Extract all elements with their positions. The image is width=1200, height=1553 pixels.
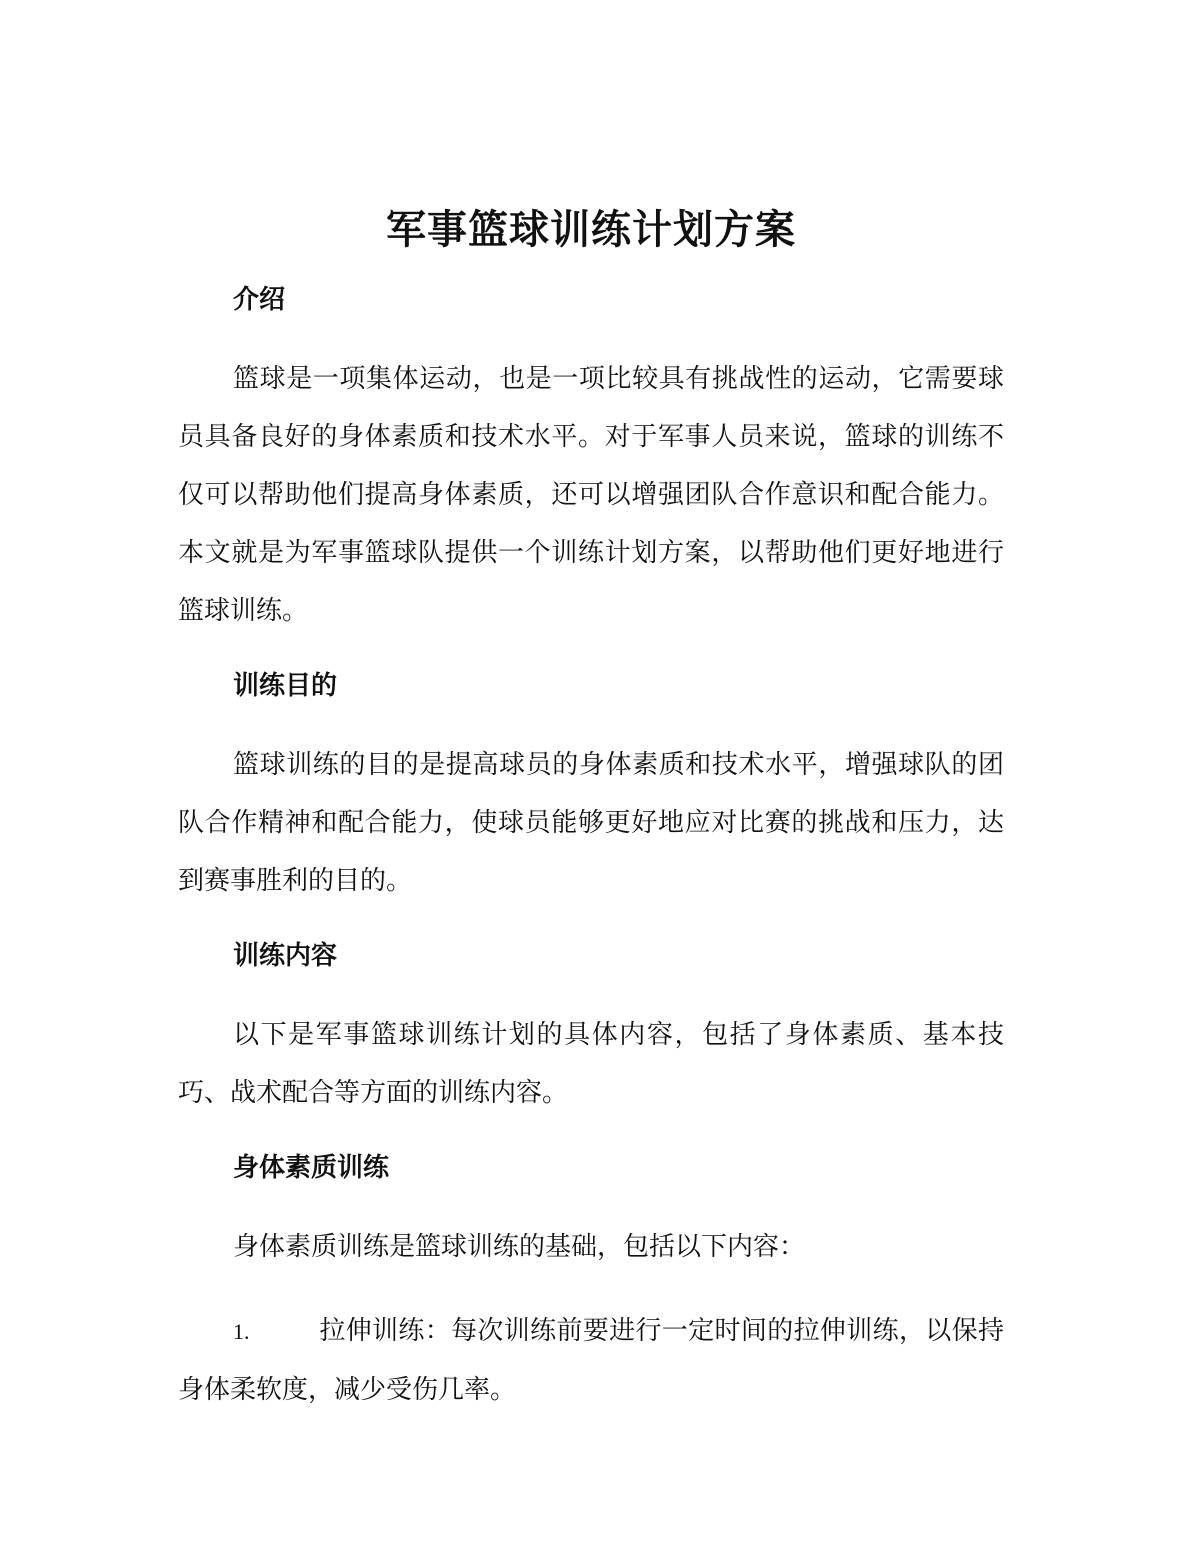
list-item-text: 拉伸训练：每次训练前要进行一定时间的拉伸训练，以保持身体柔软度，减少受伤几率。 — [178, 1316, 1004, 1405]
document-title: 军事篮球训练计划方案 — [386, 207, 796, 253]
content-heading: 训练内容 — [233, 941, 338, 971]
list-item — [178, 1302, 1004, 1419]
physical-paragraph: 身体素质训练是篮球训练的基础，包括以下内容： — [233, 1232, 806, 1262]
intro-paragraph: 篮球是一项集体运动，也是一项比较具有挑战性的运动，它需要球员具备良好的身体素质和技术水平。对于军事人员来说，篮球的训练不仅可以帮助他们提高身体素质，还可以增强团队合作意识和配合能力。本文就是为军事篮球队提供一个训练计划方案，以帮助他们更好地进行篮球训练。 — [178, 364, 1004, 626]
physical-heading: 身体素质训练 — [233, 1153, 390, 1183]
list-item-number: 1. — [233, 1319, 250, 1344]
document-body — [178, 200, 1004, 1419]
goal-heading: 训练目的 — [233, 671, 338, 701]
goal-paragraph: 篮球训练的目的是提高球员的身体素质和技术水平，增强球队的团队合作精神和配合能力，使球员能够更好地应对比赛的挑战和压力，达到赛事胜利的目的。 — [178, 750, 1004, 896]
intro-heading: 介绍 — [233, 285, 286, 315]
content-paragraph: 以下是军事篮球训练计划的具体内容，包括了身体素质、基本技巧、战术配合等方面的训练内容。 — [178, 1020, 1004, 1108]
